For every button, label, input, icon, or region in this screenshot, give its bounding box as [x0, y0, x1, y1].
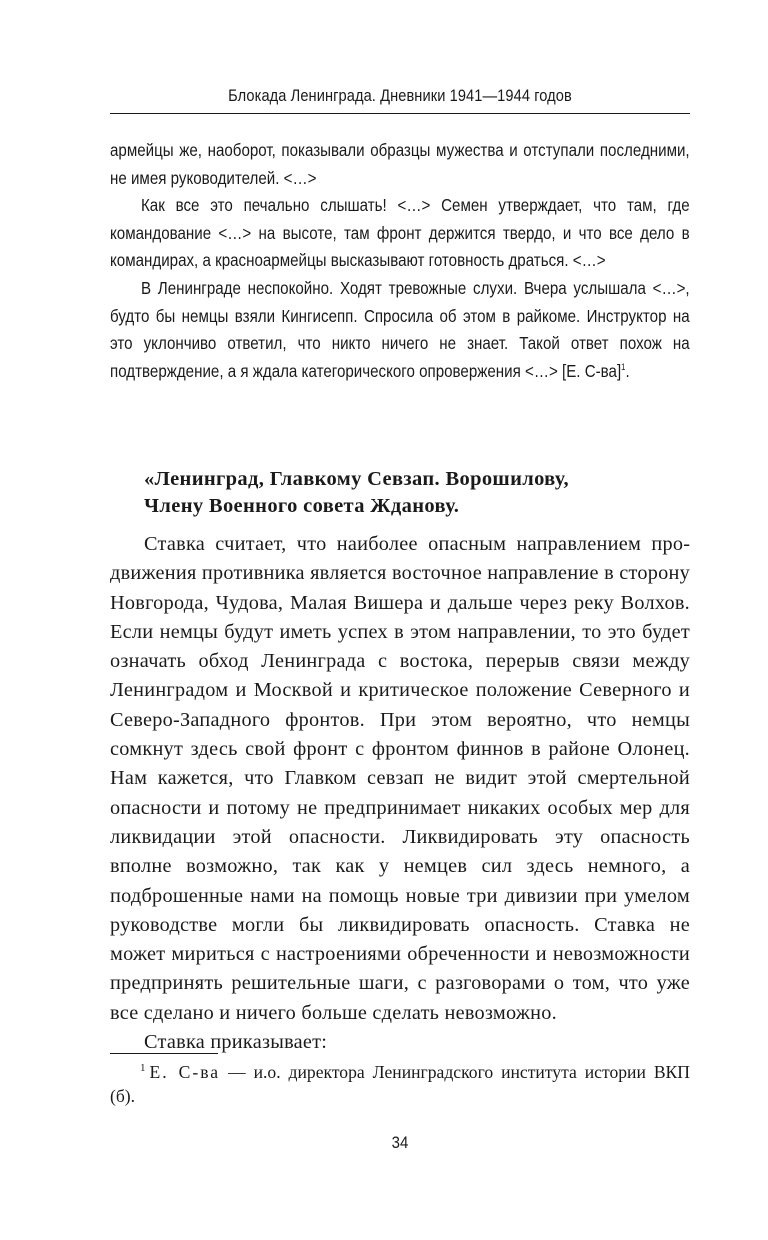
diary-paragraph-text: В Ленинграде неспокойно. Ходят тревожные слухи. Вчера услышала <…>, будто бы немцы взяли Кингисепп. Спросила об этом в райкоме. Инструктор на это уклончиво ответил, что никто ничего не знает. Такой ответ похож на подтверждение, а я ждала категорического опровержения <…> [Е. С-ва]: [110, 277, 690, 381]
header-rule: [110, 113, 690, 114]
page-number: 34: [391, 1133, 409, 1152]
diary-excerpt: [110, 137, 690, 385]
diary-paragraph: Как все это печально слышать! <…> Семен утверждает, что там, где командование <…> на высоте, там фронт держится твердо, и что все дело в командирах, а красноармейцы высказывают готовность драться. <…>: [110, 195, 690, 271]
document-heading-line1: «Ленинград, Главкому Севзап. Ворошилову,: [144, 468, 569, 490]
document-paragraph: Ставка считает, что наиболее опасным направлением продвижения противника является восточное направление в сторону Новгорода, Чудова, Малая Вишера и дальше через реку Волхов. Если немцы будут иметь успех в этом направлении, то это будет означать обход Ленинграда с востока, перерыв связи между Ленинградом и Москвой и критическое положение Северного и Северо-Западного фронтов. При этом вероятно, что немцы сомкнут здесь свой фронт с фронтом финнов в районе Олонец. Нам кажется, что Главком севзап не видит этой смертельной опасности и потому не предпринимает никаких особых мер для ликвидации этой опасности. Ликвидировать эту опасность вполне возможно, так как у немцев сил здесь немного, а подброшенные нами на помощь новые три дивизии при умелом руководстве могли бы ликвидировать опасность. Ставка не может мириться с настроениями обреченности и невозможности предпринять решительные шаги, с разговорами о том, что уже все сделано и ничего больше сделать невозможно.: [110, 533, 690, 1024]
diary-paragraph-last: [110, 275, 690, 385]
document-heading-line2: Члену Военного совета Жданову.: [144, 495, 460, 518]
running-header: Блокада Ленинграда. Дневники 1941—1944 годов: [228, 86, 572, 105]
footnote-reference: 1: [621, 361, 626, 372]
document-paragraph: Ставка приказывает:: [144, 1031, 328, 1054]
diary-paragraph: армейцы же, наоборот, показывали образцы мужества и отступали последними, не имея руководителей. <…>: [110, 140, 690, 188]
footnote: [110, 1060, 690, 1109]
footnote-mark: 1: [140, 1062, 146, 1075]
footnote-rule: [110, 1053, 218, 1054]
document-heading: [144, 466, 690, 521]
footnote-text: — и.о. директора Ленинградского института истории ВКП (б).: [110, 1062, 690, 1107]
footnote-author: Е. С-ва: [149, 1062, 221, 1082]
document-body: [110, 530, 690, 1057]
book-page: [110, 0, 690, 1240]
diary-end-punct: .: [625, 360, 630, 381]
